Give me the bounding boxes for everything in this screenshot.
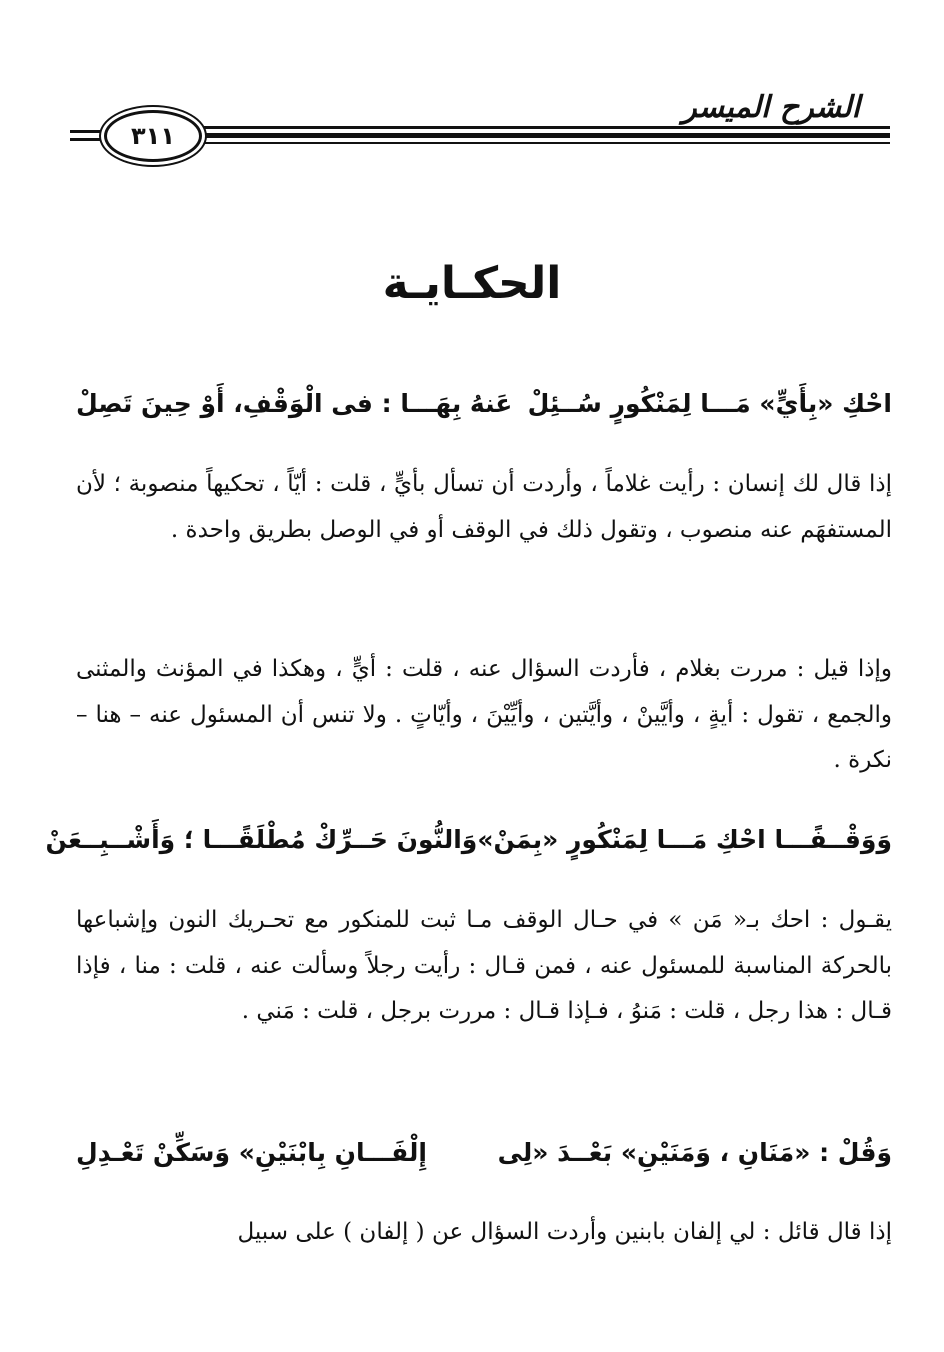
paragraph-4 bbox=[76, 1210, 892, 1256]
paragraph-3 bbox=[76, 898, 892, 1035]
running-title: الشرح الميسر bbox=[682, 90, 860, 125]
header-rule bbox=[190, 126, 890, 129]
verse-second-half: وَالنُّونَ حَــرِّكْ مُطْلَقًـــا ؛ وَأَشْــبِــعَنْ bbox=[45, 825, 478, 854]
paragraph-2 bbox=[76, 647, 892, 784]
verse-first-half: وَوَقْــفًـــا احْكِ مَـــا لِمَنْكُورٍ «بِمَنْ» bbox=[477, 825, 892, 854]
chapter-title: الحكـايـة bbox=[382, 258, 562, 309]
header-rule bbox=[190, 133, 890, 138]
paragraph-text: يقـول : احك بـ« مَن » في حـال الوقف مـا ثبت للمنكور مع تحـريك النون وإشباعها بالحركة المناسبة للمسئول عنه ، فمن قـال : رأيت رجلاً وسألت عنه ، قلت : منا ، فإذا قـال : هذا رجل ، قلت : مَنوُ ، فـإذا قـال : مررت برجل ، قلت : مَني . bbox=[76, 907, 892, 1024]
verse-3 bbox=[76, 1133, 892, 1173]
verse-1 bbox=[76, 384, 892, 424]
page-number: ٣١١ bbox=[104, 110, 202, 162]
paragraph-text: إذا قال لك إنسان : رأيت غلاماً ، وأردت أن تسأل بأيٍّ ، قلت : أيّاً ، تحكيهاً منصوبة ؛ لأن المستفهَم عنه منصوب ، وتقول ذلك في الوقف أو في الوصل بطريق واحدة . bbox=[76, 471, 892, 543]
page-header bbox=[70, 90, 890, 170]
paragraph-text: وإذا قيل : مررت بغلام ، فأردت السؤال عنه ، قلت : أيٍّ ، وهكذا في المؤنث والمثنى والجمع ، تقول : أيةٍ ، وأيَّينْ ، وأيَّتين ، وأيِّيْنَ ، وأيّاتٍ . ولا تنس أن المسئول عنه – هنا – نكرة . bbox=[76, 656, 892, 773]
verse-second-half: عَنهُ بِهَـــا : فى الْوَقْفِ، أَوْ حِينَ تَصِلْ bbox=[76, 389, 513, 418]
verse-first-half: وَقُلْ : «مَنَانِ ، وَمَنَيْنِ» بَعْــدَ «لِى bbox=[497, 1138, 892, 1167]
verse-first-half: احْكِ «بِأَيٍّ» مَـــا لِمَنْكُورٍ سُــئِلْ bbox=[527, 389, 892, 418]
verse-second-half: إِلْفَـــانِ بِابْنَيْنِ» وَسَكِّنْ تَعْـدِلِ bbox=[76, 1138, 427, 1167]
paragraph-text: إذا قال قائل : لي إلفان بابنين وأردت السؤال عن ( إلفان ) على سبيل bbox=[237, 1219, 892, 1245]
header-rule bbox=[190, 142, 890, 144]
paragraph-1 bbox=[76, 462, 892, 553]
verse-2 bbox=[45, 820, 892, 860]
